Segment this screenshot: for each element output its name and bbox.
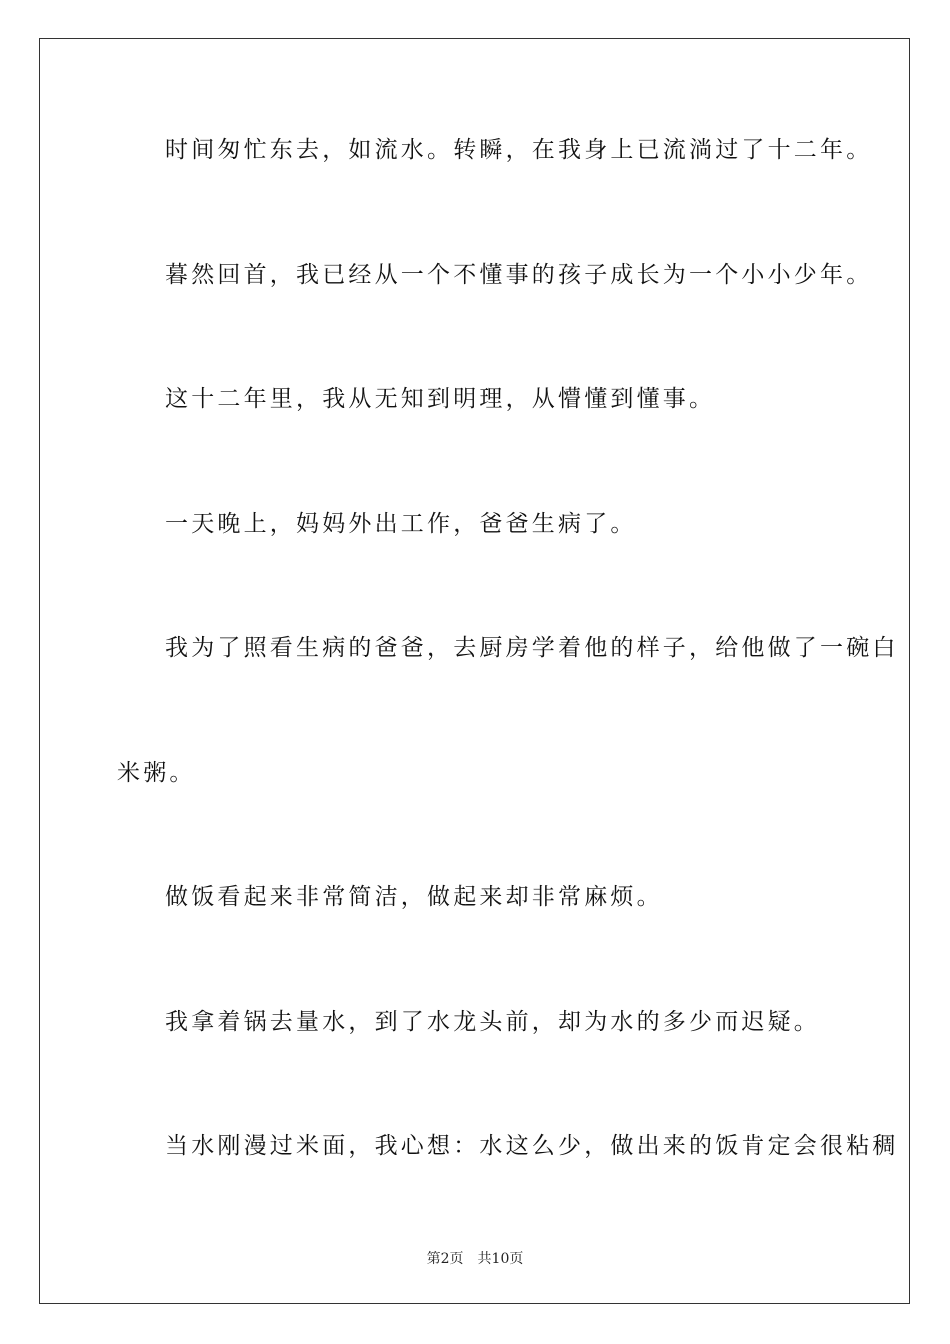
paragraph-line-4: 一天晚上，妈妈外出工作，爸爸生病了。 [165, 511, 637, 537]
paragraph-line-5: 我为了照看生病的爸爸，去厨房学着他的样子，给他做了一碗白 [165, 635, 899, 661]
total-pages: 共10页 [477, 1251, 524, 1267]
paragraph-line-3: 这十二年里，我从无知到明理，从懵懂到懂事。 [165, 386, 716, 412]
paragraph-line-7: 做饭看起来非常简洁，做起来却非常麻烦。 [165, 884, 663, 910]
paragraph-line-1: 时间匆忙东去，如流水。转瞬，在我身上已流淌过了十二年。 [165, 137, 873, 163]
paragraph-line-2: 暮然回首，我已经从一个不懂事的孩子成长为一个小小少年。 [165, 262, 873, 288]
page-number: 第2页 [426, 1251, 464, 1267]
page-footer [0, 1248, 950, 1268]
paragraph-line-8: 我拿着锅去量水，到了水龙头前，却为水的多少而迟疑。 [165, 1009, 820, 1035]
page-border [39, 38, 910, 1304]
paragraph-line-9: 当水刚漫过米面，我心想：水这么少，做出来的饭肯定会很粘稠 [165, 1133, 899, 1159]
paragraph-line-6: 米粥。 [117, 760, 196, 786]
